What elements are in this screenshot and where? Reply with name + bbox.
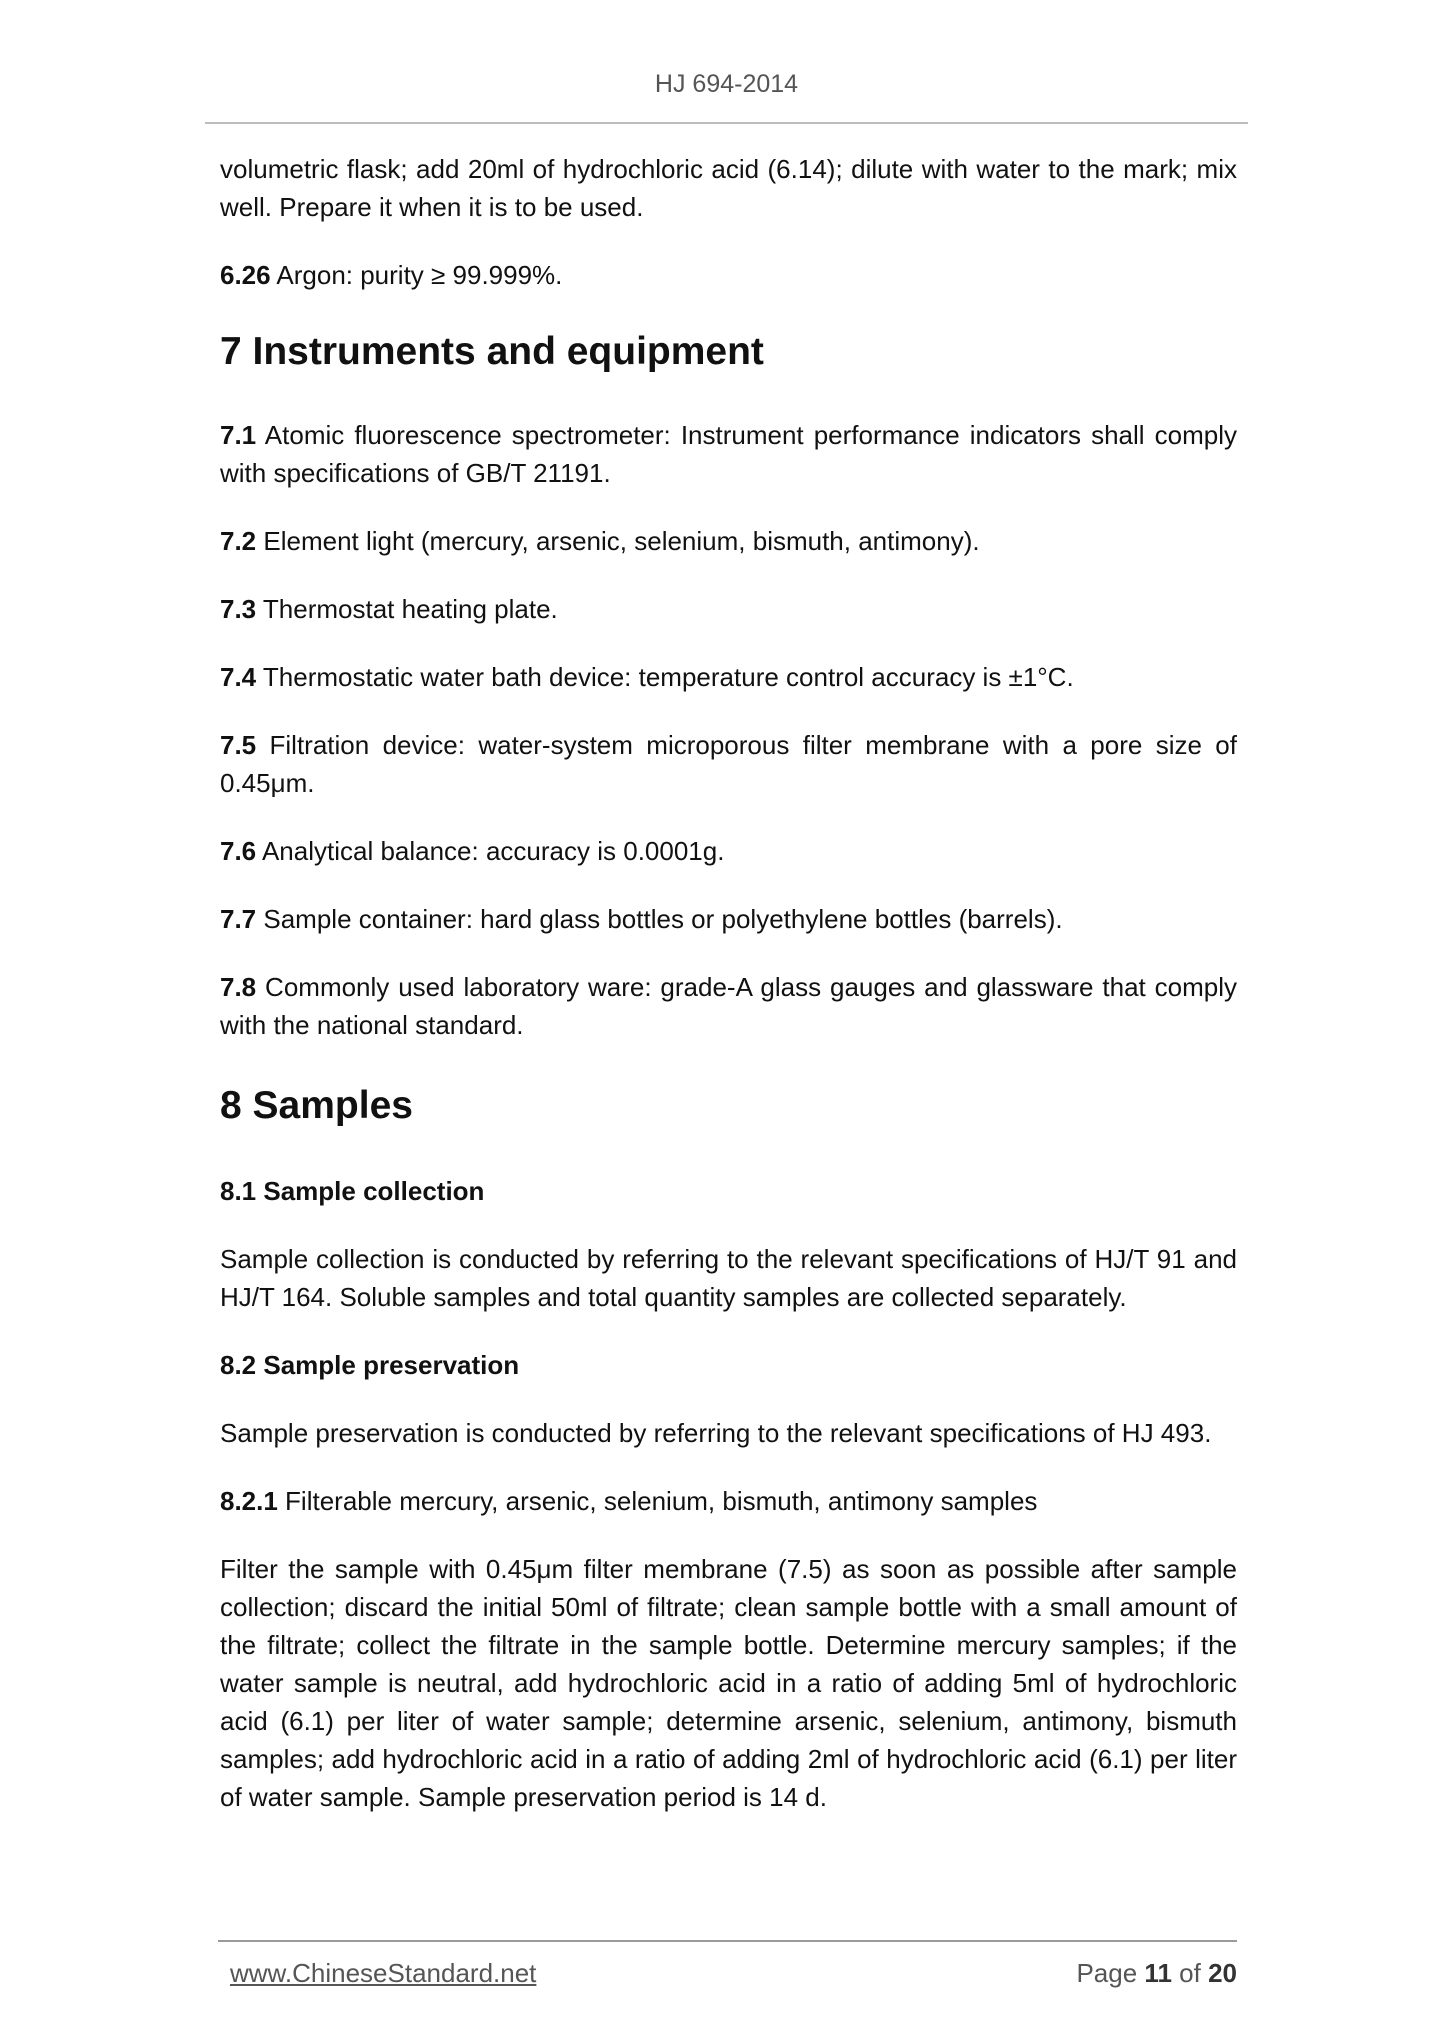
paragraph-8-2-1: Filter the sample with 0.45μm filter membrane (7.5) as soon as possible after sample collection; discard the initial 50ml of filtrate; clean sample bottle with a small amount of the filtrate; collect the filtrate in the sample bottle. Determine mercury samples; if the water sample is neutral, add hydrochloric acid in a ratio of adding 5ml of hydrochloric acid (6.1) per liter of water sample; determine arsenic, selenium, antimony, bismuth samples; add hydrochloric acid in a ratio of adding 2ml of hydrochloric acid (6.1) per liter of water sample. Sample preservation period is 14 d.: [220, 1554, 1237, 1812]
clause-7-4: [220, 658, 1237, 696]
subsection-heading-8-2: 8.2 Sample preservation: [220, 1350, 520, 1380]
clause-number: 7.3: [220, 594, 257, 624]
clause-number: 7.2: [220, 526, 257, 556]
clause-number: 7.6: [220, 836, 257, 866]
page-of: of: [1179, 1958, 1201, 1988]
paragraph-continued: volumetric flask; add 20ml of hydrochloric acid (6.14); dilute with water to the mark; mix well. Prepare it when it is to be used.: [220, 154, 1237, 222]
header-divider: [205, 122, 1248, 124]
clause-text: Element light (mercury, arsenic, selenium, bismuth, antimony).: [256, 526, 980, 556]
clause-text: Thermostatic water bath device: temperature control accuracy is ±1°C.: [256, 662, 1074, 692]
page-current: 11: [1144, 1958, 1172, 1988]
clause-8-2-1: [220, 1482, 1237, 1520]
clause-7-1: [220, 416, 1237, 492]
page-label: Page: [1076, 1958, 1138, 1988]
subsection-heading-8-1: 8.1 Sample collection: [220, 1176, 485, 1206]
clause-number: 7.4: [220, 662, 257, 692]
clause-text: Analytical balance: accuracy is 0.0001g.: [256, 836, 725, 866]
clause-number: 6.26: [220, 260, 271, 290]
section-heading-7: 7 Instruments and equipment: [220, 330, 764, 373]
clause-7-7: [220, 900, 1237, 938]
clause-text: Thermostat heating plate.: [256, 594, 558, 624]
clause-7-2: [220, 522, 1237, 560]
clause-text: Atomic fluorescence spectrometer: Instrument performance indicators shall comply with specifications of GB/T 21191.: [220, 420, 1237, 488]
clause-7-3: [220, 590, 1237, 628]
clause-7-5: [220, 726, 1237, 802]
clause-text: Commonly used laboratory ware: grade-A glass gauges and glassware that comply with the national standard.: [220, 972, 1237, 1040]
section-heading-8: 8 Samples: [220, 1084, 413, 1127]
page-header: HJ 694-2014: [654, 70, 799, 98]
clause-number: 8.2.1: [220, 1486, 278, 1516]
paragraph-8-2: Sample preservation is conducted by referring to the relevant specifications of HJ 493.: [220, 1418, 1212, 1448]
page-total: 20: [1208, 1958, 1237, 1988]
clause-number: 7.5: [220, 730, 257, 760]
clause-6-26: [220, 256, 1237, 294]
clause-number: 7.1: [220, 420, 257, 450]
clause-text: Argon: purity ≥ 99.999%.: [270, 260, 563, 290]
paragraph-8-1: Sample collection is conducted by referring to the relevant specifications of HJ/T 91 and HJ/T 164. Soluble samples and total quantity samples are collected separately.: [220, 1244, 1237, 1312]
clause-7-6: [220, 832, 1237, 870]
footer-divider: [218, 1940, 1237, 1942]
page-number: [1076, 1958, 1237, 1989]
clause-number: 7.8: [220, 972, 257, 1002]
page-content: [220, 150, 1237, 1816]
clause-7-8: [220, 968, 1237, 1044]
clause-text: Filtration device: water-system microporous filter membrane with a pore size of 0.45μm.: [220, 730, 1237, 798]
clause-number: 7.7: [220, 904, 257, 934]
website-link[interactable]: www.ChineseStandard.net: [230, 1958, 537, 1988]
clause-text: Sample container: hard glass bottles or polyethylene bottles (barrels).: [256, 904, 1063, 934]
clause-text: Filterable mercury, arsenic, selenium, bismuth, antimony samples: [277, 1486, 1038, 1516]
